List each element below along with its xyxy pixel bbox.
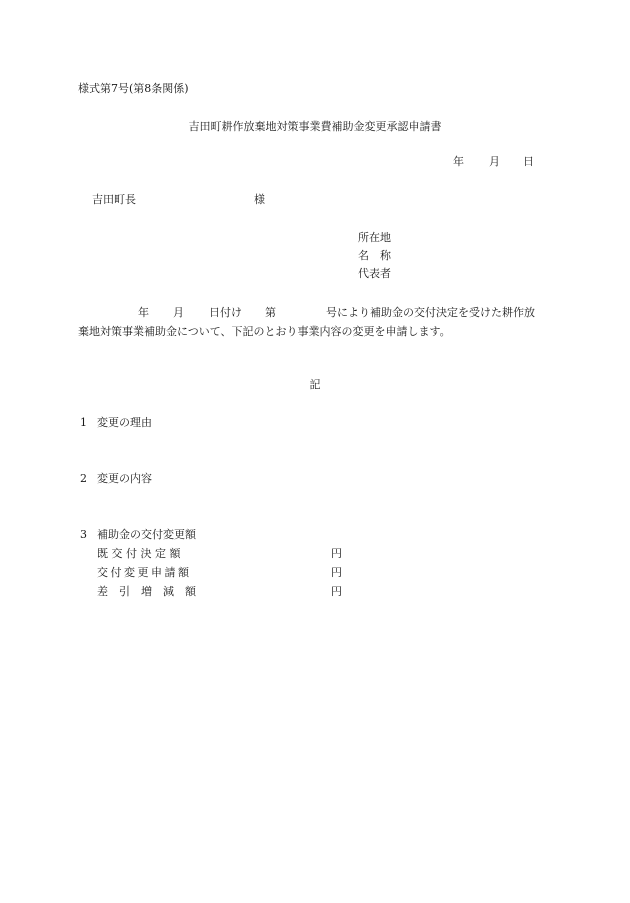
amount-unit: 円 (331, 585, 342, 598)
applicant-representative-label: 代表者 (358, 267, 391, 280)
amount-label: 交付変更申請額 (97, 566, 192, 579)
addressee-honorific: 様 (254, 193, 265, 206)
section-number: 1 (80, 416, 87, 429)
body-month: 月 (173, 306, 184, 319)
amount-unit: 円 (331, 547, 342, 560)
note-heading: 記 (309, 378, 321, 391)
body-line2: 棄地対策事業補助金について、下記のとおり事業内容の変更を申請します。 (78, 325, 451, 338)
date-day: 日 (523, 155, 534, 168)
applicant-address-label: 所在地 (358, 231, 391, 244)
amount-label: 既 交 付 決 定 額 (97, 547, 181, 560)
body-number-prefix: 第 (265, 306, 276, 319)
form-number: 様式第7号(第8条関係) (78, 82, 189, 95)
section-label: 変更の内容 (97, 472, 152, 485)
amount-unit: 円 (331, 566, 342, 579)
section-number: 2 (80, 472, 87, 485)
body-year: 年 (138, 306, 149, 319)
section-label: 変更の理由 (97, 416, 152, 429)
addressee-name: 吉田町長 (92, 193, 136, 206)
date-month: 月 (489, 155, 500, 168)
body-dated: 日付け (209, 306, 242, 319)
body-line1-rest: 号により補助金の交付決定を受けた耕作放 (326, 306, 535, 319)
amount-label: 差 引 増 減 額 (97, 585, 196, 598)
document-title: 吉田町耕作放棄地対策事業費補助金変更承認申請書 (188, 120, 442, 133)
section-label: 補助金の交付変更額 (97, 528, 196, 541)
applicant-name-label: 名 称 (358, 249, 391, 262)
date-year: 年 (453, 155, 464, 168)
section-number: 3 (80, 528, 87, 541)
